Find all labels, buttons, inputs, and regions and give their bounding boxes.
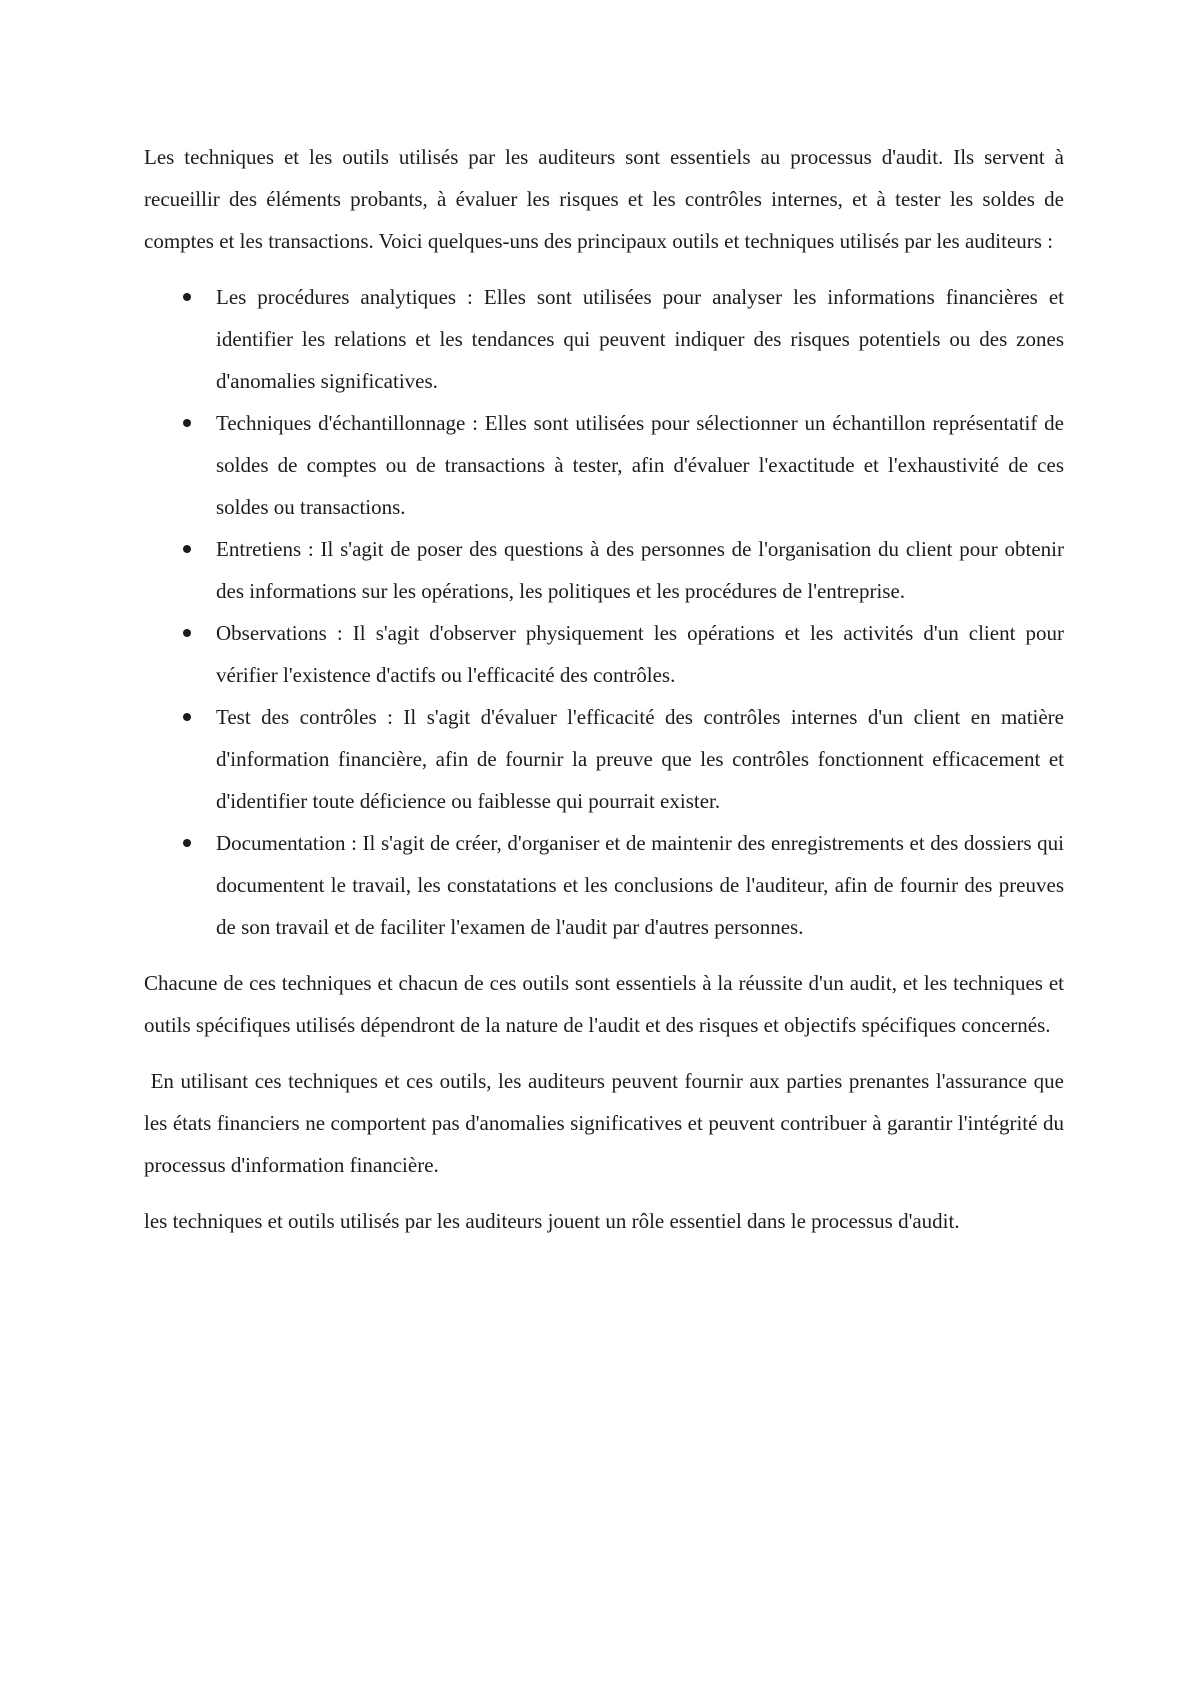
conclusion-paragraph-1: Chacune de ces techniques et chacun de ces outils sont essentiels à la réussite d'un audit, et les techniques et outils spécifiques utilisés dépendront de la nature de l'audit et des risques et objectifs spécifiques concernés.: [144, 971, 1064, 1037]
list-item-text: Documentation : Il s'agit de créer, d'organiser et de maintenir des enregistrements et des dossiers qui documentent le travail, les constatations et les conclusions de l'auditeur, afin de fournir des preuves de son travail et de faciliter l'examen de l'audit par d'autres personnes.: [216, 831, 1064, 939]
bullet-icon: [183, 419, 191, 427]
list-item: [144, 696, 1064, 822]
conclusion-paragraph-2: En utilisant ces techniques et ces outils, les auditeurs peuvent fournir aux parties prenantes l'assurance que les états financiers ne comportent pas d'anomalies significatives et peuvent contribuer à garantir l'intégrité du processus d'information financière.: [144, 1069, 1070, 1177]
list-item: [144, 276, 1064, 402]
bullet-icon: [183, 713, 191, 721]
list-item: [144, 612, 1064, 696]
conclusion-paragraph-3: les techniques et outils utilisés par les auditeurs jouent un rôle essentiel dans le processus d'audit.: [144, 1209, 960, 1233]
list-item-text: Entretiens : Il s'agit de poser des questions à des personnes de l'organisation du client pour obtenir des informations sur les opérations, les politiques et les procédures de l'entreprise.: [216, 537, 1064, 603]
document-body: [144, 136, 1070, 1256]
bullet-icon: [183, 293, 191, 301]
techniques-list: [144, 276, 1064, 948]
bullet-icon: [183, 545, 191, 553]
list-item-text: Les procédures analytiques : Elles sont utilisées pour analyser les informations financières et identifier les relations et les tendances qui peuvent indiquer des risques potentiels ou des zones d'anomalies significatives.: [216, 285, 1064, 393]
list-item-text: Observations : Il s'agit d'observer physiquement les opérations et les activités d'un client pour vérifier l'existence d'actifs ou l'efficacité des contrôles.: [216, 621, 1064, 687]
list-item: [144, 528, 1064, 612]
list-item: [144, 402, 1064, 528]
bullet-icon: [183, 629, 191, 637]
intro-paragraph: Les techniques et les outils utilisés par les auditeurs sont essentiels au processus d'audit. Ils servent à recueillir des éléments probants, à évaluer les risques et les contrôles internes, et à tester les soldes de comptes et les transactions. Voici quelques-uns des principaux outils et techniques utilisés par les auditeurs :: [144, 145, 1064, 253]
list-item-text: Test des contrôles : Il s'agit d'évaluer l'efficacité des contrôles internes d'un client en matière d'information financière, afin de fournir la preuve que les contrôles fonctionnent efficacement et d'identifier toute déficience ou faiblesse qui pourrait exister.: [216, 705, 1064, 813]
list-item: [144, 822, 1064, 948]
bullet-icon: [183, 839, 191, 847]
list-item-text: Techniques d'échantillonnage : Elles sont utilisées pour sélectionner un échantillon représentatif de soldes de comptes ou de transactions à tester, afin d'évaluer l'exactitude et l'exhaustivité de ces soldes ou transactions.: [216, 411, 1064, 519]
